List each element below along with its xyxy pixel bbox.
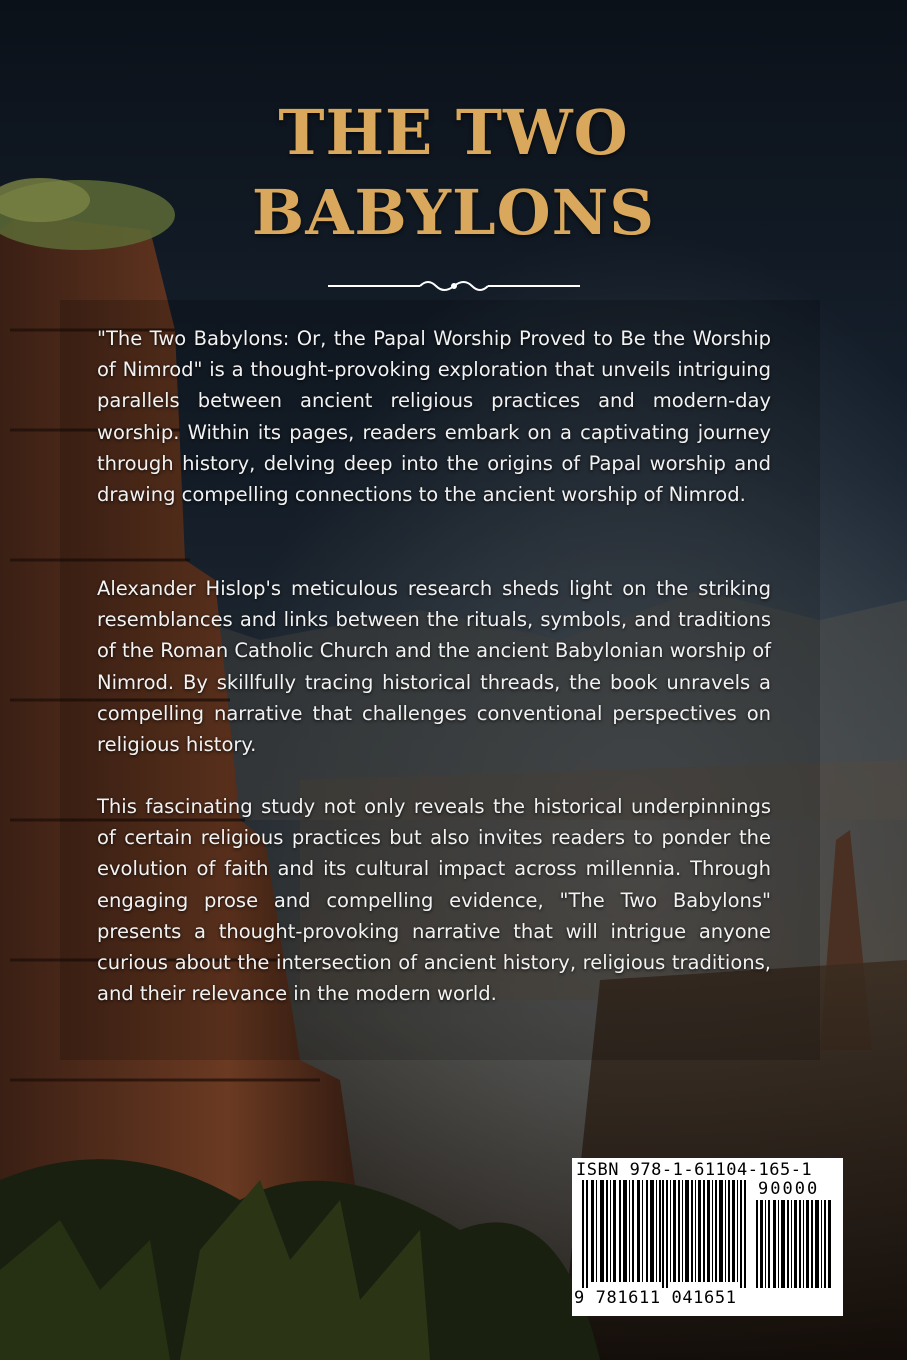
price-code: 90000 bbox=[758, 1179, 820, 1199]
addon-barcode-bars bbox=[756, 1200, 836, 1288]
ornament-divider bbox=[328, 276, 580, 296]
isbn-label: ISBN 978-1-61104-165-1 bbox=[576, 1160, 813, 1180]
description-paragraph-1: "The Two Babylons: Or, the Papal Worship Proved to Be the Worship of Nimrod" is a thought-provoking exploration that unveils intriguing parallels between ancient religious practices and modern-day worship. Within its pages, readers embark on a captivating journey through history, delving deep into the origins of Papal worship and drawing compelling connections to the ancient worship of Nimrod. bbox=[97, 327, 771, 507]
book-title-line-2: BABYLONS bbox=[251, 176, 656, 249]
description-paragraph-3: This fascinating study not only reveals the historical underpinnings of certain religious practices but also invites readers to ponder the evolution of faith and its cultural impact across millennia. Through engaging prose and compelling evidence, "The Two Babylons" presents a thought-provoking narrative that will intrigue anyone curious about the intersection of ancient history, religious traditions, and their relevance in the modern world. bbox=[97, 795, 771, 1006]
ean-barcode-bars bbox=[582, 1180, 748, 1288]
book-title-line-1: THE TWO bbox=[278, 96, 629, 169]
description-paragraph-2: Alexander Hislop's meticulous research sheds light on the striking resemblances and links between the rituals, symbols, and traditions of the Roman Catholic Church and the ancient Babylonian worship of Nimrod. By skillfully tracing historical threads, the book unravels a compelling narrative that challenges conventional perspectives on religious history. bbox=[97, 577, 771, 757]
isbn-barcode bbox=[572, 1158, 843, 1316]
barcode-digits: 9 781611 041651 bbox=[574, 1288, 737, 1308]
